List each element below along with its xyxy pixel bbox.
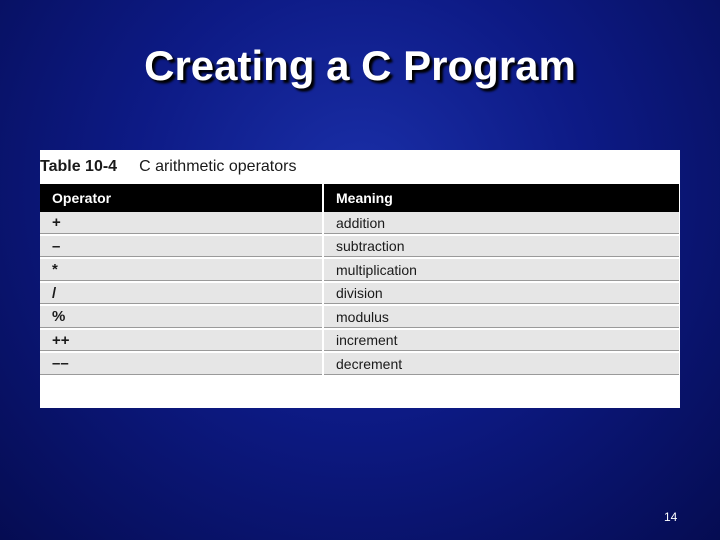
- meaning-cell: modulus: [323, 305, 679, 329]
- operators-table: [40, 184, 679, 377]
- meaning-cell: decrement: [323, 352, 679, 376]
- meaning-cell: subtraction: [323, 235, 679, 259]
- table-row: [40, 258, 679, 282]
- table-row: [40, 305, 679, 329]
- operator-cell: /: [40, 282, 323, 306]
- table-caption: [40, 150, 680, 184]
- operator-cell: +: [40, 212, 323, 235]
- slide-title: Creating a C Program: [144, 42, 576, 89]
- meaning-cell: multiplication: [323, 258, 679, 282]
- table-row: [40, 235, 679, 259]
- operator-cell: –: [40, 235, 323, 259]
- header-operator: Operator: [40, 184, 323, 212]
- operator-cell: ––: [40, 352, 323, 376]
- table-row: [40, 282, 679, 306]
- header-meaning: Meaning: [323, 184, 679, 212]
- table-row: [40, 329, 679, 353]
- table-caption-number: Table 10-4: [40, 158, 118, 175]
- table-row: [40, 352, 679, 376]
- meaning-cell: addition: [323, 212, 679, 235]
- page-number: 14: [664, 510, 678, 524]
- table-figure: [40, 150, 680, 408]
- table-caption-text: C arithmetic operators: [139, 158, 297, 175]
- operator-cell: ++: [40, 329, 323, 353]
- table-header-row: [40, 184, 679, 212]
- operator-cell: *: [40, 258, 323, 282]
- meaning-cell: increment: [323, 329, 679, 353]
- meaning-cell: division: [323, 282, 679, 306]
- table-row: [40, 212, 679, 235]
- operator-cell: %: [40, 305, 323, 329]
